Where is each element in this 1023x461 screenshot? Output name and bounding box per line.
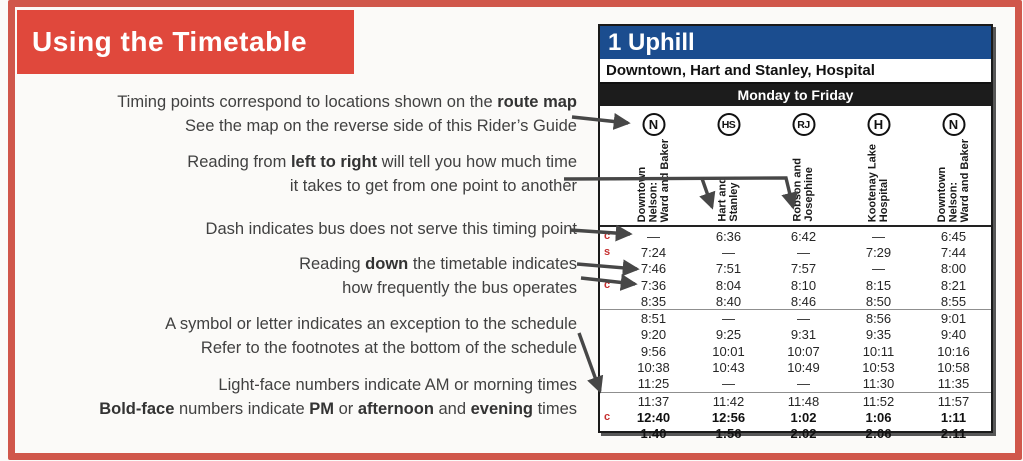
time-cell: 7:24: [640, 244, 667, 260]
time-cell: 8:51: [640, 311, 667, 327]
guide-line: Light-face numbers indicate AM or morning times: [218, 376, 577, 394]
guide-note-left-to-right: [28, 150, 577, 198]
time-cell: 10:38: [637, 360, 670, 376]
time-cell: 6:45: [940, 228, 967, 244]
timing-point-column: [766, 106, 841, 225]
time-cell: 1:02: [790, 409, 817, 425]
time-cell: —: [872, 228, 885, 244]
time-cell: 10:11: [862, 343, 895, 359]
time-cell: —: [797, 244, 810, 260]
timetable-row: [600, 293, 991, 310]
guide-line: Refer to the footnotes at the bottom of the schedule: [200, 339, 577, 357]
footnote-letter: s: [604, 246, 611, 259]
time-cell: 11:30: [862, 376, 895, 392]
time-cell: 7:36: [640, 277, 667, 293]
timing-point-label: Robson and Josephine: [791, 158, 815, 222]
time-cell: 7:29: [865, 244, 892, 260]
time-cell: 11:48: [787, 393, 820, 409]
time-cell: 8:50: [865, 293, 892, 309]
route-header: [600, 26, 991, 59]
timetable: [598, 24, 993, 441]
timing-point-column: [691, 106, 766, 225]
time-cell: —: [722, 311, 735, 327]
time-cell: 10:01: [712, 343, 745, 359]
timing-point-label: Downtown Nelson: Ward and Baker: [635, 138, 671, 222]
time-cell: 11:42: [712, 393, 745, 409]
time-cell: 10:16: [937, 343, 970, 359]
timing-point-label: Downtown Nelson: Ward and Baker: [935, 138, 971, 222]
timing-point-code-icon: HS: [717, 113, 740, 136]
time-cell: 1:06: [865, 409, 892, 425]
timetable-row: [600, 327, 991, 343]
time-cell: 8:00: [940, 261, 967, 277]
time-cell: 9:25: [715, 327, 742, 343]
timetable-row: [600, 393, 991, 409]
time-cell: 12:40: [636, 409, 671, 425]
time-cell: —: [797, 311, 810, 327]
guide-line: Bold-face numbers indicate PM or afternoon and evening times: [99, 400, 577, 418]
timing-point-column: [841, 106, 916, 225]
timing-point-column: [616, 106, 691, 225]
time-cell: 8:04: [715, 277, 742, 293]
page-title: Using the Timetable: [32, 26, 308, 57]
time-cell: 9:35: [865, 327, 892, 343]
time-cell: —: [872, 261, 885, 277]
timetable-row-partial: [600, 425, 991, 441]
timing-point-label: Kootenay Lake Hospital: [866, 143, 890, 222]
time-cell: 8:40: [715, 293, 742, 309]
service-days-bar: Monday to Friday: [600, 84, 991, 106]
page-title-banner: [17, 10, 354, 74]
footnote-letter: c: [604, 230, 611, 243]
guide-line: how frequently the bus operates: [342, 279, 577, 297]
time-cell: 7:46: [640, 261, 667, 277]
time-cell: 8:21: [940, 277, 967, 293]
timetable-row: [600, 228, 991, 244]
guide-line: See the map on the reverse side of this Rider’s Guide: [185, 117, 577, 135]
timetable-row: [600, 343, 991, 359]
time-cell: 1:11: [940, 409, 967, 425]
guide-line: Dash indicates bus does not serve this timing point: [205, 220, 577, 238]
time-cell: 10:43: [712, 360, 745, 376]
timetable-row: [600, 310, 991, 326]
timetable-body: [600, 227, 991, 441]
timetable-row: [600, 261, 991, 277]
timing-point-code-icon: N: [642, 113, 665, 136]
time-cell: 2:06: [865, 425, 892, 441]
guide-line: Reading down the timetable indicates: [299, 255, 577, 273]
time-cell: 6:36: [715, 228, 742, 244]
time-cell: 11:25: [637, 376, 670, 392]
time-cell: —: [722, 244, 735, 260]
time-cell: 9:31: [790, 327, 817, 343]
timetable-row: [600, 244, 991, 260]
time-cell: 7:51: [715, 261, 742, 277]
time-cell: 8:46: [790, 293, 817, 309]
guide-note-bold-face: [28, 373, 577, 421]
timetable-row: [600, 409, 991, 425]
time-cell: 11:37: [637, 393, 670, 409]
time-cell: 10:49: [787, 360, 820, 376]
time-cell: 6:42: [790, 228, 817, 244]
timing-point-code-icon: H: [867, 113, 890, 136]
time-cell: 9:56: [640, 343, 667, 359]
time-cell: 7:44: [940, 244, 967, 260]
footnote-letter: c: [604, 411, 611, 424]
timing-point-code-icon: RJ: [792, 113, 815, 136]
time-cell: 8:10: [790, 277, 817, 293]
time-cell: —: [797, 376, 810, 392]
time-cell: —: [722, 376, 735, 392]
timing-point-code-icon: N: [942, 113, 965, 136]
time-cell: 9:20: [640, 327, 667, 343]
guide-note-reading-down: [28, 252, 577, 300]
time-cell: 1:40: [640, 425, 667, 441]
time-cell: 9:40: [940, 327, 967, 343]
time-cell: 8:35: [640, 293, 667, 309]
guide-line: Reading from left to right will tell you how much time: [187, 153, 577, 171]
time-cell: 11:35: [937, 376, 970, 392]
guide-note-symbols: [28, 312, 577, 360]
arrow-to-footnote: [579, 333, 600, 391]
time-cell: 9:01: [940, 311, 967, 327]
time-cell: 2:11: [940, 425, 967, 441]
time-cell: 1:56: [715, 425, 742, 441]
timing-point-column: [916, 106, 991, 225]
time-cell: 10:07: [787, 343, 820, 359]
time-cell: 10:53: [862, 360, 895, 376]
time-cell: 12:56: [711, 409, 746, 425]
time-cell: 7:57: [790, 261, 817, 277]
footnote-gutter: [600, 106, 616, 225]
timetable-row: [600, 277, 991, 293]
time-cell: —: [647, 228, 660, 244]
time-cell: 11:57: [937, 393, 970, 409]
time-cell: 8:55: [940, 293, 967, 309]
footnote-letter: c: [604, 279, 611, 292]
guide-note-timing-points: [28, 90, 577, 138]
route-title: 1 Uphill: [608, 28, 695, 56]
guide-line: A symbol or letter indicates an exception to the schedule: [165, 315, 577, 333]
time-cell: 8:15: [865, 277, 892, 293]
guide-line: it takes to get from one point to another: [289, 177, 577, 195]
time-cell: 2:02: [790, 425, 817, 441]
time-cell: 11:52: [862, 393, 895, 409]
guide-line: Timing points correspond to locations shown on the route map: [117, 93, 577, 111]
time-cell: 8:56: [865, 311, 892, 327]
guide-note-dash: [28, 217, 577, 241]
route-subtitle: Downtown, Hart and Stanley, Hospital: [600, 59, 991, 84]
timetable-row: [600, 376, 991, 393]
timing-point-headers: [600, 106, 991, 227]
timing-point-label: Hart and Stanley: [716, 177, 740, 222]
timetable-row: [600, 359, 991, 375]
time-cell: 10:58: [937, 360, 970, 376]
